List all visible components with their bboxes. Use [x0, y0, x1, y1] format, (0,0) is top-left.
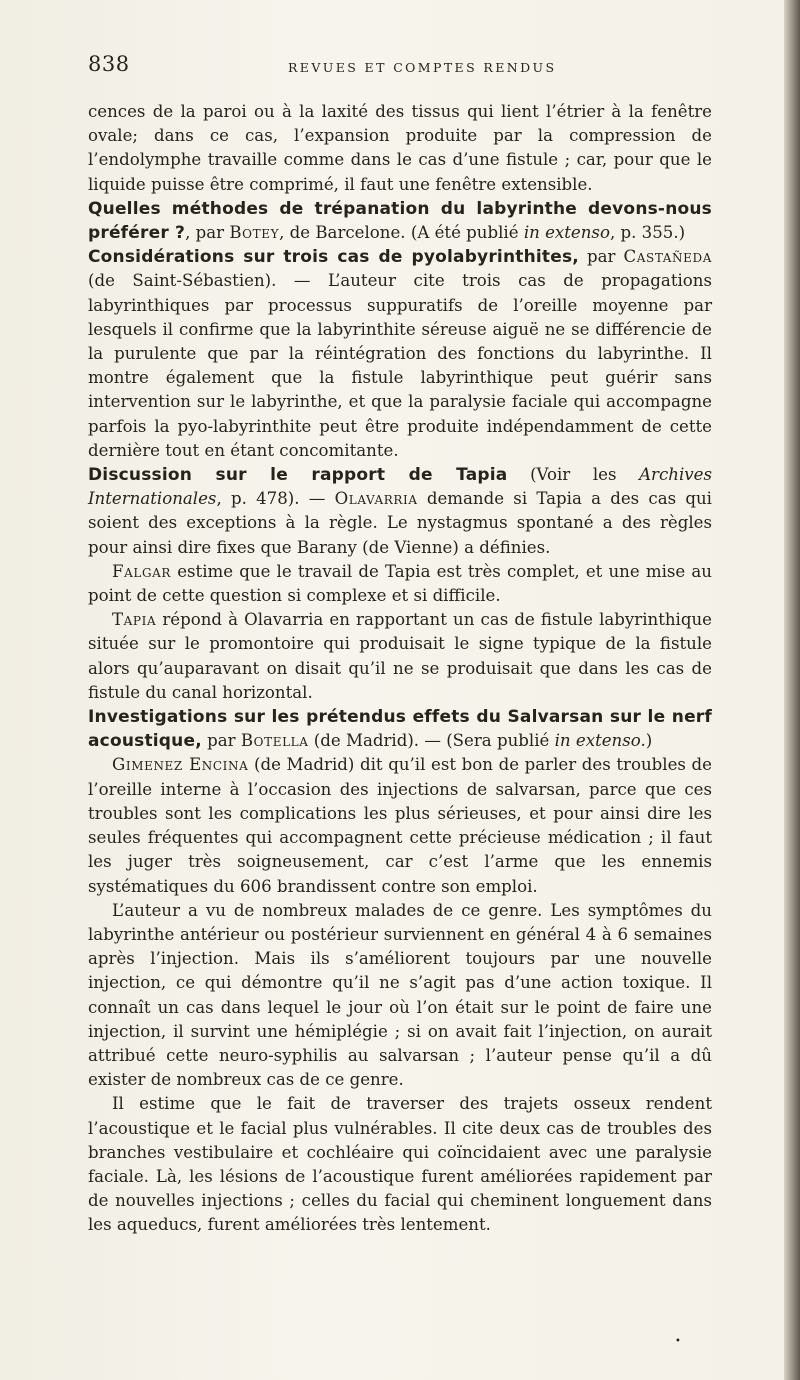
paragraph-castaneda: Considérations sur trois cas de pyolabyrinthites, par Castañeda (de Saint-Sébastien). — L’auteur cite trois cas de propagations labyrinthiques par processus suppuratifs de l’oreille moyenne par lesquels il confirme que la labyrinthite séreuse aiguë ne se différencie de la purulente que par la réintégration des fonctions du labyrinthe. Il montre également que la fistule labyrinthique peut guérir sans intervention sur le labyrinthe, et que la paralysie faciale qui accompagne parfois la pyo-labyrinthite peut être produite indépendamment de cette dernière tout en étant concomitante. — [88, 247, 712, 460]
article-body — [88, 100, 712, 1238]
author-name: Botey — [229, 223, 280, 243]
footer-mark: • — [675, 1336, 681, 1347]
section-heading: Quelles méthodes de trépanation du labyrinthe devons-nous préférer ? — [88, 198, 712, 244]
paragraph-gimenez: Gimenez Encina (de Madrid) dit qu’il est bon de parler des troubles de l’oreille interne à l’occasion des injections de salvarsan, parce que ces troubles sont les complications les plus sérieuses, et pour ainsi dire les seules fréquentes qui accompagnent cette précieuse médication ; il faut les juger très soigneusement, car c’est l’arme que les ennemis systématiques du 606 brandissent contre son emploi. — [88, 755, 712, 896]
paragraph-tapia-reply: Tapia répond à Olavarria en rapportant un cas de fistule labyrinthique située sur le promontoire qui produisait le signe typique de la fistule alors qu’auparavant on disait qu’il ne se produisait que dans les cas de fistule du canal horizontal. — [88, 610, 712, 702]
page-edge-shadow — [784, 0, 800, 1380]
author-name: Falgar — [112, 561, 172, 581]
author-name: Botella — [240, 731, 309, 751]
paragraph-acoustic-facial: Il estime que le fait de traverser des trajets osseux rendent l’acoustique et le facial plus vulnérables. Il cite deux cas de troubles des branches vestibulaire et cochléaire qui coïncidaient avec une paralysie faciale. Là, les lésions de l’acoustique furent améliorées rapidement par de nouvelles injections ; celles du facial qui cheminent longuement dans les aqueducs, furent améliorées très lentement. — [88, 1094, 712, 1235]
page-number: 838 — [88, 52, 130, 76]
section-heading: Discussion sur le rapport de Tapia — [88, 465, 508, 486]
author-name: Olavarria — [334, 489, 418, 509]
paragraph-tapia-discussion: Discussion sur le rapport de Tapia (Voir les Archives Internationales, p. 478). — Olavarria demande si Tapia a des cas qui soient des exceptions à la règle. Le nystagmus spontané a des règles pour ainsi dire fixes que Barany (de Vienne) a définies. — [88, 465, 712, 557]
author-name: Gimenez Encina — [112, 755, 249, 775]
author-name: Tapia — [112, 610, 157, 630]
page-header — [88, 52, 712, 82]
paragraph-author-cases: L’auteur a vu de nombreux malades de ce genre. Les symptômes du labyrinthe antérieur ou postérieur surviennent en général 4 à 6 semaines après l’injection. Mais ils s’améliorent toujours par une nouvelle injection, ce qui démontre qu’il ne s’agit pas d’une action toxique. Il connaît un cas dans lequel le jour où l’on était sur le point de faire une injection, il survint une hémiplégie ; si on avait fait l’injection, on aurait attribué cette neuro-syphilis au salvarsan ; l’auteur pense qu’il a dû exister de nombreux cas de ce genre. — [88, 900, 712, 1090]
section-heading: Investigations sur les prétendus effets du Salvarsan sur le nerf acoustique, — [88, 707, 712, 752]
section-heading: Considérations sur trois cas de pyolabyrinthites, — [88, 247, 579, 268]
paragraph-falgar: Falgar estime que le travail de Tapia est très complet, et une mise au point de cette question si complexe et si difficile. — [88, 561, 712, 606]
paragraph-botey: Quelles méthodes de trépanation du labyrinthe devons-nous préférer ?, par Botey, de Barcelone. (A été publié in extenso, p. 355.) — [88, 198, 712, 244]
running-head: REVUES ET COMPTES RENDUS — [288, 60, 557, 75]
paragraph-continuation: cences de la paroi ou à la laxité des tissus qui lient l’étrier à la fenêtre ovale; dans ce cas, l’expansion produite par la compression de l’endolymphe travaille comme dans le cas d’une fistule ; car, pour que le liquide puisse être comprimé, il faut une fenêtre extensible. — [88, 102, 712, 194]
paragraph-botella: Investigations sur les prétendus effets du Salvarsan sur le nerf acoustique, par Botella (de Madrid). — (Sera publié in extenso.) — [88, 707, 712, 752]
author-name: Castañeda — [623, 247, 712, 267]
